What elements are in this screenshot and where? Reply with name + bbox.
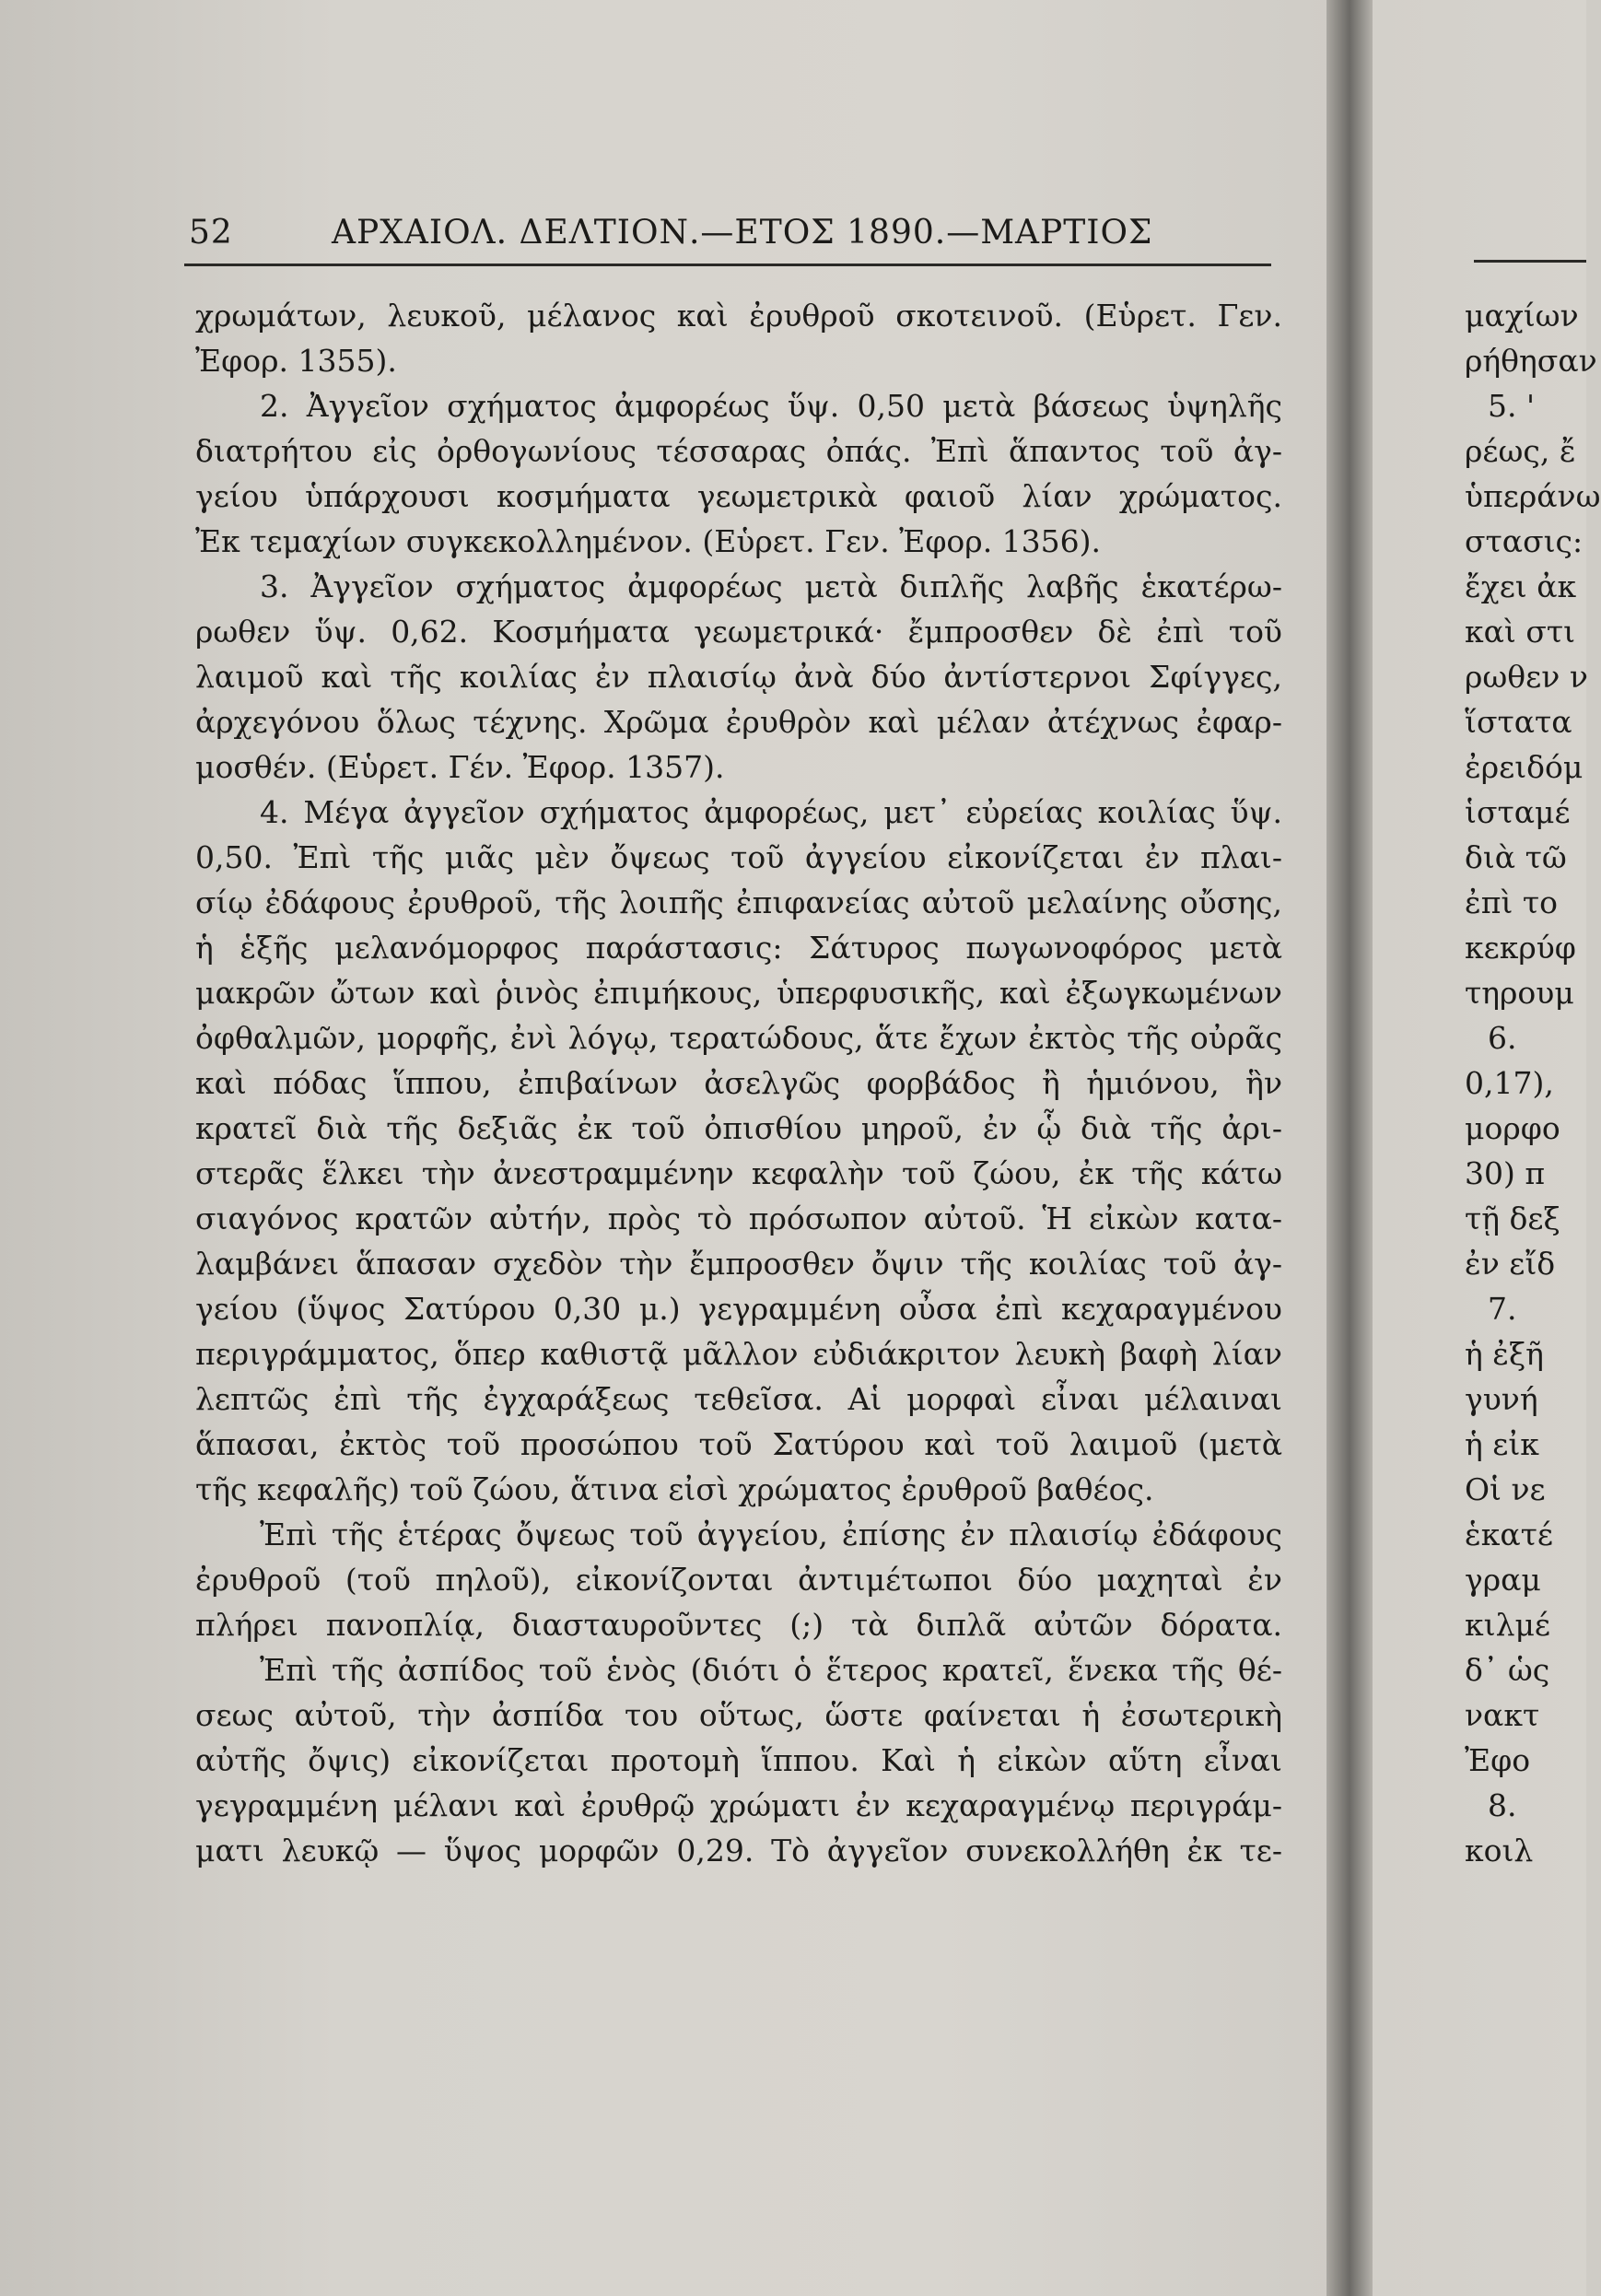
text-line: Ἐφορ. 1355). <box>195 343 397 379</box>
right-page-fragment: ἐν εἴδ <box>1465 1246 1556 1282</box>
right-page-fragment: ρήθησαν <box>1465 343 1597 379</box>
right-page-fragment: δ᾽ ὡς <box>1465 1652 1550 1688</box>
running-header <box>189 214 1276 269</box>
right-page-fragment: ἐπὶ το <box>1465 884 1558 920</box>
right-page-fragment: κοιλ <box>1465 1833 1534 1868</box>
right-page-fragment: ἔχει ἀκ <box>1465 568 1577 604</box>
right-page-fragment: 30) π <box>1465 1155 1546 1191</box>
text-line: σεως αὐτοῦ, τὴν ἀσπίδα του οὕτως, ὥστε φαίνεται ἡ ἐσωτερικὴ <box>195 1697 1282 1733</box>
text-line: σιαγόνος κρατῶν αὐτήν, πρὸς τὸ πρόσωπον αὐτοῦ. Ἡ εἰκὼν κατα- <box>195 1201 1282 1236</box>
text-line: πλήρει πανοπλίᾳ, διασταυροῦντες (;) τὰ διπλᾶ αὐτῶν δόρατα. <box>195 1607 1282 1643</box>
right-page-fragment: γραμ <box>1465 1562 1541 1598</box>
text-line: 3. Ἀγγεῖον σχήματος ἀμφορέως μετὰ διπλῆς λαβῆς ἑκατέρω- <box>260 568 1282 604</box>
text-line: ἐρυθροῦ (τοῦ πηλοῦ), εἰκονίζονται ἀντιμέτωποι δύο μαχηταὶ ἐν <box>195 1562 1282 1598</box>
text-line: στερᾶς ἕλκει τὴν ἀνεστραμμένην κεφαλὴν τοῦ ζώου, ἐκ τῆς κάτω <box>195 1155 1282 1191</box>
header-rule <box>184 264 1271 266</box>
text-line: Ἐπὶ τῆς ἑτέρας ὄψεως τοῦ ἀγγείου, ἐπίσης ἐν πλαισίῳ ἐδάφους <box>260 1517 1282 1552</box>
text-line: 0,50. Ἐπὶ τῆς μιᾶς μὲν ὄψεως τοῦ ἀγγείου εἰκονίζεται ἐν πλαι- <box>195 839 1282 875</box>
text-line: Ἐκ τεμαχίων συγκεκολλημένον. (Εὑρετ. Γεν. Ἐφορ. 1356). <box>195 523 1102 559</box>
text-line: ἀρχεγόνου ὅλως τέχνης. Χρῶμα ἐρυθρὸν καὶ μέλαν ἀτέχνως ἐφαρ- <box>195 704 1282 740</box>
text-line: αὐτῆς ὄψις) εἰκονίζεται προτομὴ ἵππου. Καὶ ἡ εἰκὼν αὕτη εἶναι <box>195 1742 1282 1778</box>
right-page-fragment: ἱσταμέ <box>1465 794 1571 830</box>
text-line: μοσθέν. (Εὑρετ. Γέν. Ἐφορ. 1357). <box>195 749 725 785</box>
right-header-rule <box>1474 260 1586 263</box>
right-page-fragment: τηρουμ <box>1465 975 1574 1011</box>
running-title: ΑΡΧΑΙΟΛ. ΔΕΛΤΙΟΝ.—ΕΤΟΣ 1890.—ΜΑΡΤΙΟΣ <box>332 214 1153 252</box>
text-line: τῆς κεφαλῆς) τοῦ ζώου, ἅτινα εἰσὶ χρώματος ἐρυθροῦ βαθέος. <box>195 1471 1154 1507</box>
text-line: λαιμοῦ καὶ τῆς κοιλίας ἐν πλαισίῳ ἀνὰ δύο ἀντίστερνοι Σφίγγες, <box>195 659 1282 695</box>
right-page-fragment: ρωθεν ν <box>1465 659 1588 695</box>
right-page-fragment: 7. <box>1488 1291 1517 1327</box>
text-line: χρωμάτων, λευκοῦ, μέλανος καὶ ἐρυθροῦ σκοτεινοῦ. (Εὑρετ. Γεν. <box>195 298 1282 334</box>
right-page-fragment: μορφο <box>1465 1110 1560 1146</box>
right-page <box>1373 0 1601 2296</box>
right-page-fragment: 6. <box>1488 1020 1517 1056</box>
right-page-fragment: ὑπεράνω <box>1465 478 1601 514</box>
text-line: ματι λευκῷ — ὕψος μορφῶν 0,29. Τὸ ἀγγεῖον συνεκολλήθη ἐκ τε- <box>195 1833 1282 1868</box>
right-page-fragment: καὶ στι <box>1465 614 1576 650</box>
right-page-text <box>1465 293 1601 1873</box>
text-line: γείου (ὕψος Σατύρου 0,30 μ.) γεγραμμένη οὖσα ἐπὶ κεχαραγμένου <box>195 1291 1282 1327</box>
right-page-fragment: νακτ <box>1465 1697 1540 1733</box>
text-line: διατρήτου εἰς ὀρθογωνίους τέσσαρας ὀπάς. Ἐπὶ ἅπαντος τοῦ ἀγ- <box>195 433 1282 469</box>
text-line: περιγράμματος, ὅπερ καθιστᾷ μᾶλλον εὐδιάκριτον λευκὴ βαφὴ λίαν <box>195 1336 1282 1372</box>
right-page-fragment: ρέως, ἔ <box>1465 433 1576 469</box>
right-page-fragment: ἑκατέ <box>1465 1517 1553 1552</box>
right-page-fragment: διὰ τῶ <box>1465 839 1567 875</box>
right-page-fragment: γυνή <box>1465 1381 1538 1417</box>
right-page-fragment: Οἱ νε <box>1465 1471 1546 1507</box>
right-page-fragment: στασις: <box>1465 523 1583 559</box>
right-page-fragment: Ἐφο <box>1465 1742 1531 1778</box>
text-line: ὀφθαλμῶν, μορφῆς, ἐνὶ λόγῳ, τερατώδους, ἅτε ἔχων ἐκτὸς τῆς οὐρᾶς <box>195 1020 1282 1056</box>
right-page-fragment: 8. <box>1488 1787 1517 1823</box>
text-line: γείου ὑπάρχουσι κοσμήματα γεωμετρικὰ φαιοῦ λίαν χρώματος. <box>195 478 1282 514</box>
right-page-fragment: 5. ' <box>1488 388 1536 424</box>
text-line: 2. Ἀγγεῖον σχήματος ἀμφορέως ὕψ. 0,50 μετὰ βάσεως ὑψηλῆς <box>260 388 1282 424</box>
text-line: καὶ πόδας ἵππου, ἐπιβαίνων ἀσελγῶς φορβάδος ἢ ἡμιόνου, ἣν <box>195 1065 1282 1101</box>
text-line: κρατεῖ διὰ τῆς δεξιᾶς ἐκ τοῦ ὀπισθίου μηροῦ, ἐν ᾧ διὰ τῆς ἀρι- <box>195 1110 1282 1146</box>
body-text <box>195 293 1282 1873</box>
text-line: λαμβάνει ἅπασαν σχεδὸν τὴν ἔμπροσθεν ὄψιν τῆς κοιλίας τοῦ ἀγ- <box>195 1246 1282 1282</box>
text-line: 4. Μέγα ἀγγεῖον σχήματος ἀμφορέως, μετ᾽ εὐρείας κοιλίας ὕψ. <box>260 794 1282 830</box>
right-page-fragment: ἐρειδόμ <box>1465 749 1583 785</box>
right-page-fragment: ἵστατα <box>1465 704 1572 740</box>
text-line: ἅπασαι, ἐκτὸς τοῦ προσώπου τοῦ Σατύρου καὶ τοῦ λαιμοῦ (μετὰ <box>195 1426 1282 1462</box>
text-line: ἡ ἑξῆς μελανόμορφος παράστασις: Σάτυρος πωγωνοφόρος μετὰ <box>195 930 1282 966</box>
right-page-fragment: ἡ εἰκ <box>1465 1426 1539 1462</box>
right-page-fragment: ἡ ἐξῆ <box>1465 1336 1544 1372</box>
text-line: μακρῶν ὤτων καὶ ῥινὸς ἐπιμήκους, ὑπερφυσικῆς, καὶ ἐξωγκωμένων <box>195 975 1282 1011</box>
right-page-fragment: τῇ δεξ <box>1465 1201 1560 1236</box>
right-page-fragment: 0,17), <box>1465 1065 1554 1101</box>
text-line: Ἐπὶ τῆς ἀσπίδος τοῦ ἑνὸς (διότι ὁ ἕτερος κρατεῖ, ἕνεκα τῆς θέ- <box>260 1652 1282 1688</box>
right-page-fragment: μαχίων <box>1465 298 1579 334</box>
book-gutter <box>1326 0 1373 2296</box>
right-page-fragment: κεκρύφ <box>1465 930 1576 966</box>
right-page-fragment: κιλμέ <box>1465 1607 1551 1643</box>
page-number: 52 <box>189 214 233 252</box>
text-line: γεγραμμένη μέλανι καὶ ἐρυθρῷ χρώματι ἐν κεχαραγμένῳ περιγράμ- <box>195 1787 1282 1823</box>
text-line: ρωθεν ὕψ. 0,62. Κοσμήματα γεωμετρικά· ἔμπροσθεν δὲ ἐπὶ τοῦ <box>195 614 1282 650</box>
text-line: σίῳ ἐδάφους ἐρυθροῦ, τῆς λοιπῆς ἐπιφανείας αὐτοῦ μελαίνης οὔσης, <box>195 884 1282 920</box>
text-line: λεπτῶς ἐπὶ τῆς ἐγχαράξεως τεθεῖσα. Αἱ μορφαὶ εἶναι μέλαιναι <box>195 1381 1282 1417</box>
